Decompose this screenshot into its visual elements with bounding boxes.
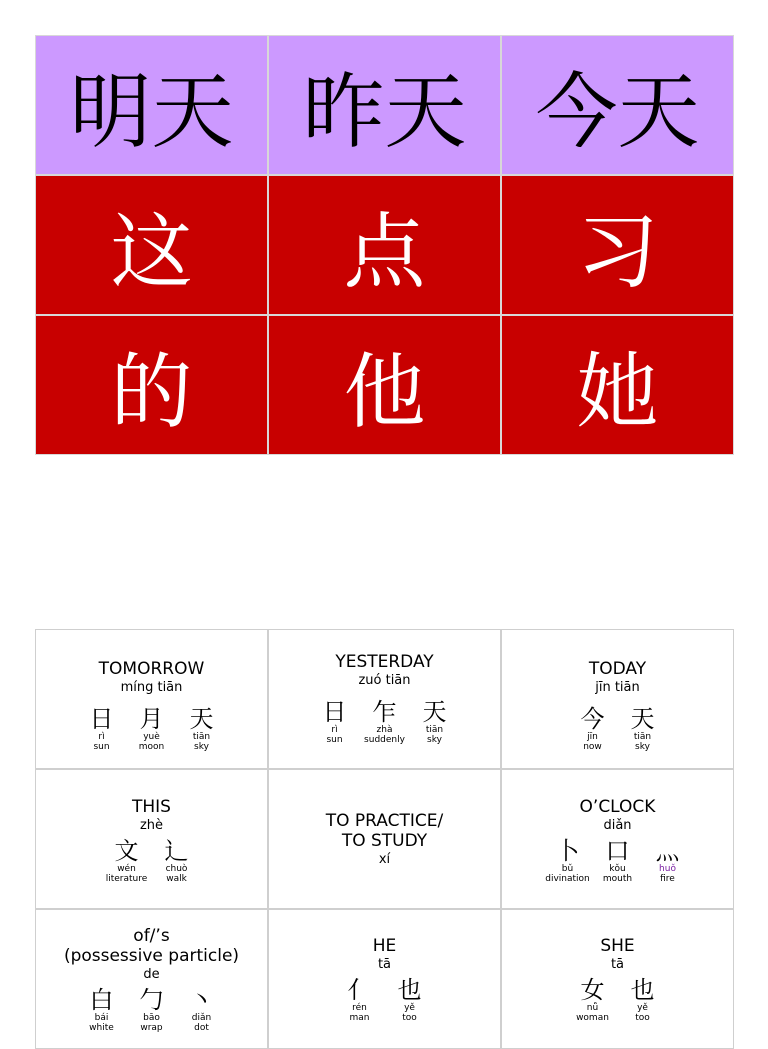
card-practice xyxy=(268,769,501,909)
component-pinyin: bāo xyxy=(143,1013,160,1023)
component-glyph: 勹 xyxy=(139,986,164,1014)
component-meaning: suddenly xyxy=(364,735,405,745)
component-pinyin: bǔ xyxy=(561,864,574,874)
component-glyph: 日 xyxy=(89,705,114,733)
card-english: YESTERDAY xyxy=(335,652,434,672)
component-glyph: 日 xyxy=(322,698,347,726)
character-cell: 这 xyxy=(35,175,268,315)
component xyxy=(157,838,197,885)
component xyxy=(132,987,172,1034)
card-pinyin: tā xyxy=(377,957,392,972)
component-meaning: white xyxy=(89,1023,114,1033)
card-pinyin: míng tiān xyxy=(120,680,183,695)
card-today xyxy=(501,629,734,769)
character-cell: 她 xyxy=(501,315,734,455)
component-list xyxy=(573,977,663,1024)
component xyxy=(182,706,222,753)
component-meaning: now xyxy=(583,742,602,752)
character-cell: 习 xyxy=(501,175,734,315)
card-pinyin: diǎn xyxy=(603,818,632,833)
card-he xyxy=(268,909,501,1049)
component-meaning: sky xyxy=(427,735,442,745)
character-cell: 点 xyxy=(268,175,501,315)
component xyxy=(315,699,355,746)
component-list xyxy=(107,838,197,885)
component xyxy=(623,977,663,1024)
component-list xyxy=(573,706,663,753)
component-pinyin: huǒ xyxy=(659,864,676,874)
component xyxy=(415,699,455,746)
component-pinyin: yě xyxy=(404,1003,415,1013)
character-cell: 昨天 xyxy=(268,35,501,175)
component-pinyin: wén xyxy=(117,864,136,874)
component-glyph: 文 xyxy=(114,837,139,865)
component-pinyin: diǎn xyxy=(191,1013,212,1023)
card-possessive xyxy=(35,909,268,1049)
component-pinyin: rì xyxy=(331,725,338,735)
component-meaning: woman xyxy=(576,1013,609,1023)
component xyxy=(340,977,380,1024)
component-meaning: wrap xyxy=(140,1023,163,1033)
component-glyph: 天 xyxy=(422,698,447,726)
component-list xyxy=(545,837,688,885)
component-meaning: sky xyxy=(635,742,650,752)
card-pinyin: tā xyxy=(610,957,625,972)
card-english: SHE xyxy=(600,936,635,956)
component-list xyxy=(82,706,222,753)
component-pinyin: yě xyxy=(637,1003,648,1013)
component-glyph: 卜 xyxy=(555,837,580,865)
component-meaning: literature xyxy=(105,874,148,884)
component-glyph: 女 xyxy=(580,976,605,1004)
component-meaning: moon xyxy=(138,742,165,752)
component-list xyxy=(340,977,430,1024)
component-list xyxy=(82,987,222,1034)
card-english: TOMORROW xyxy=(98,659,205,679)
component-meaning: divination xyxy=(545,874,590,884)
component-glyph: 天 xyxy=(189,705,214,733)
component-pinyin: tiān xyxy=(192,732,211,742)
component xyxy=(573,706,613,753)
character-grid xyxy=(35,35,734,455)
component xyxy=(545,837,590,885)
component-pinyin: bái xyxy=(94,1013,109,1023)
component-meaning: sun xyxy=(93,742,110,752)
component xyxy=(82,987,122,1034)
card-pinyin: xí xyxy=(378,851,391,867)
component-pinyin: rì xyxy=(98,732,105,742)
component xyxy=(390,977,430,1024)
component-glyph: 也 xyxy=(630,976,655,1004)
character-cell: 的 xyxy=(35,315,268,455)
component-pinyin: rén xyxy=(352,1003,367,1013)
card-oclock xyxy=(501,769,734,909)
component-meaning: fire xyxy=(660,874,675,884)
component xyxy=(107,838,147,885)
component xyxy=(623,706,663,753)
character-cell: 明天 xyxy=(35,35,268,175)
component xyxy=(182,987,222,1034)
component xyxy=(648,838,688,885)
component-glyph: 亻 xyxy=(347,976,372,1004)
component-pinyin: chuò xyxy=(165,864,188,874)
component xyxy=(598,838,638,885)
component xyxy=(573,977,613,1024)
card-english: of/’s (possessive particle) xyxy=(63,926,240,966)
component-glyph: 也 xyxy=(397,976,422,1004)
card-pinyin: zhè xyxy=(139,818,164,833)
component-glyph: 天 xyxy=(630,705,655,733)
component-glyph: 丶 xyxy=(189,986,214,1014)
card-english: TO PRACTICE/ TO STUDY xyxy=(325,810,444,851)
component xyxy=(365,699,405,746)
card-pinyin: jīn tiān xyxy=(595,680,640,695)
card-english: THIS xyxy=(132,797,171,817)
card-this xyxy=(35,769,268,909)
component-pinyin: tiān xyxy=(425,725,444,735)
component xyxy=(82,706,122,753)
character-cell: 他 xyxy=(268,315,501,455)
component-pinyin: kǒu xyxy=(609,864,626,874)
flashcard-grid xyxy=(35,629,734,1049)
component-glyph: 乍 xyxy=(372,698,397,726)
component-meaning: dot xyxy=(194,1023,209,1033)
component-glyph: 口 xyxy=(605,837,630,865)
component-pinyin: yuè xyxy=(143,732,160,742)
card-tomorrow xyxy=(35,629,268,769)
component-glyph: 白 xyxy=(89,986,114,1014)
component-list xyxy=(315,699,455,746)
card-she xyxy=(501,909,734,1049)
component-meaning: man xyxy=(349,1013,370,1023)
component xyxy=(132,706,172,753)
component-meaning: mouth xyxy=(602,874,633,884)
component-meaning: too xyxy=(402,1013,417,1023)
card-pinyin: zuó tiān xyxy=(358,673,411,688)
component-meaning: too xyxy=(635,1013,650,1023)
card-english: HE xyxy=(372,936,397,956)
component-pinyin: tiān xyxy=(633,732,652,742)
card-english: TODAY xyxy=(588,659,647,679)
component-pinyin: zhà xyxy=(376,725,393,735)
component-meaning: sun xyxy=(326,735,343,745)
card-english: O’CLOCK xyxy=(579,797,656,817)
component-meaning: walk xyxy=(166,874,187,884)
component-glyph: 月 xyxy=(139,705,164,733)
component-glyph: 灬 xyxy=(655,837,680,865)
character-cell: 今天 xyxy=(501,35,734,175)
component-glyph: 今 xyxy=(580,705,605,733)
component-glyph: 辶 xyxy=(164,837,189,865)
component-pinyin: jīn xyxy=(587,732,598,742)
card-yesterday xyxy=(268,629,501,769)
component-meaning: sky xyxy=(194,742,209,752)
card-pinyin: de xyxy=(143,967,160,982)
component-pinyin: nǚ xyxy=(586,1003,599,1013)
